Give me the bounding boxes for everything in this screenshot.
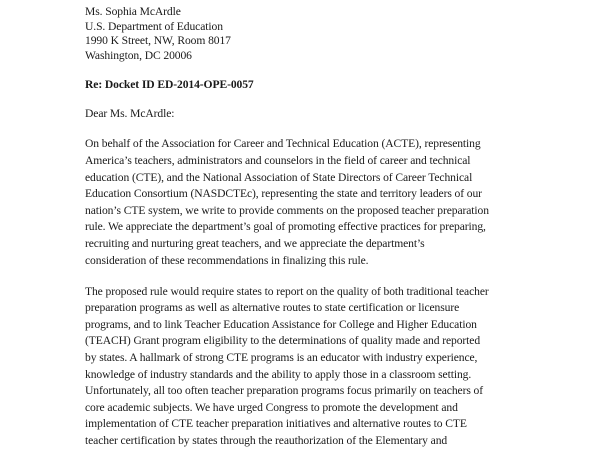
recipient-address-block: [85, 5, 565, 63]
paragraph-line: Education Consortium (NASDCTEc), representing the state and territory leaders of our: [85, 187, 482, 201]
paragraph-line: by states. A hallmark of strong CTE programs is an educator with industry experience,: [85, 351, 478, 365]
letter-page: [85, 5, 565, 464]
re-docket-line: Re: Docket ID ED-2014-OPE-0057: [85, 77, 254, 91]
paragraph-line: knowledge of industry standards and the ability to apply those in a classroom setting.: [85, 367, 472, 381]
paragraph-1: [85, 136, 565, 269]
salutation: Dear Ms. McArdle:: [85, 107, 175, 121]
recipient-city: Washington, DC 20006: [85, 48, 192, 62]
paragraph-line: rule. We appreciate the department’s goal of promoting effective practices for preparing,: [85, 220, 486, 234]
paragraph-line: recruiting and nurturing great teachers, and we appreciate the department’s: [85, 236, 425, 250]
paragraph-line: The proposed rule would require states to report on the quality of both traditional teacher: [85, 284, 489, 298]
recipient-organization: U.S. Department of Education: [85, 19, 223, 33]
paragraph-line: America’s teachers, administrators and counselors in the field of career and technical: [85, 153, 471, 167]
recipient-name: Ms. Sophia McArdle: [85, 5, 181, 18]
paragraph-2: [85, 284, 565, 450]
paragraph-line: programs, and to link Teacher Education Assistance for College and Higher Education: [85, 317, 477, 331]
paragraph-line: consideration of these recommendations in finalizing this rule.: [85, 253, 369, 267]
paragraph-line: nation’s CTE system, we write to provide comments on the proposed teacher preparation: [85, 203, 489, 217]
paragraph-line: core academic subjects. We have urged Congress to promote the development and: [85, 400, 458, 414]
paragraph-line: preparation programs as well as alternative routes to state certification or licensure: [85, 301, 460, 315]
paragraph-line: implementation of CTE teacher preparation initiatives and alternative routes to CTE: [85, 417, 467, 431]
paragraph-line: teacher certification by states through the reauthorization of the Elementary and: [85, 434, 448, 448]
paragraph-line: education (CTE), and the National Association of State Directors of Career Technical: [85, 170, 473, 184]
paragraph-line: On behalf of the Association for Career and Technical Education (ACTE), representing: [85, 137, 481, 151]
recipient-street: 1990 K Street, NW, Room 8017: [85, 34, 231, 48]
paragraph-line: Unfortunately, all too often teacher preparation programs focus primarily on teachers of: [85, 384, 484, 398]
paragraph-line: (TEACH) Grant program eligibility to the determinations of quality made and reported: [85, 334, 481, 348]
